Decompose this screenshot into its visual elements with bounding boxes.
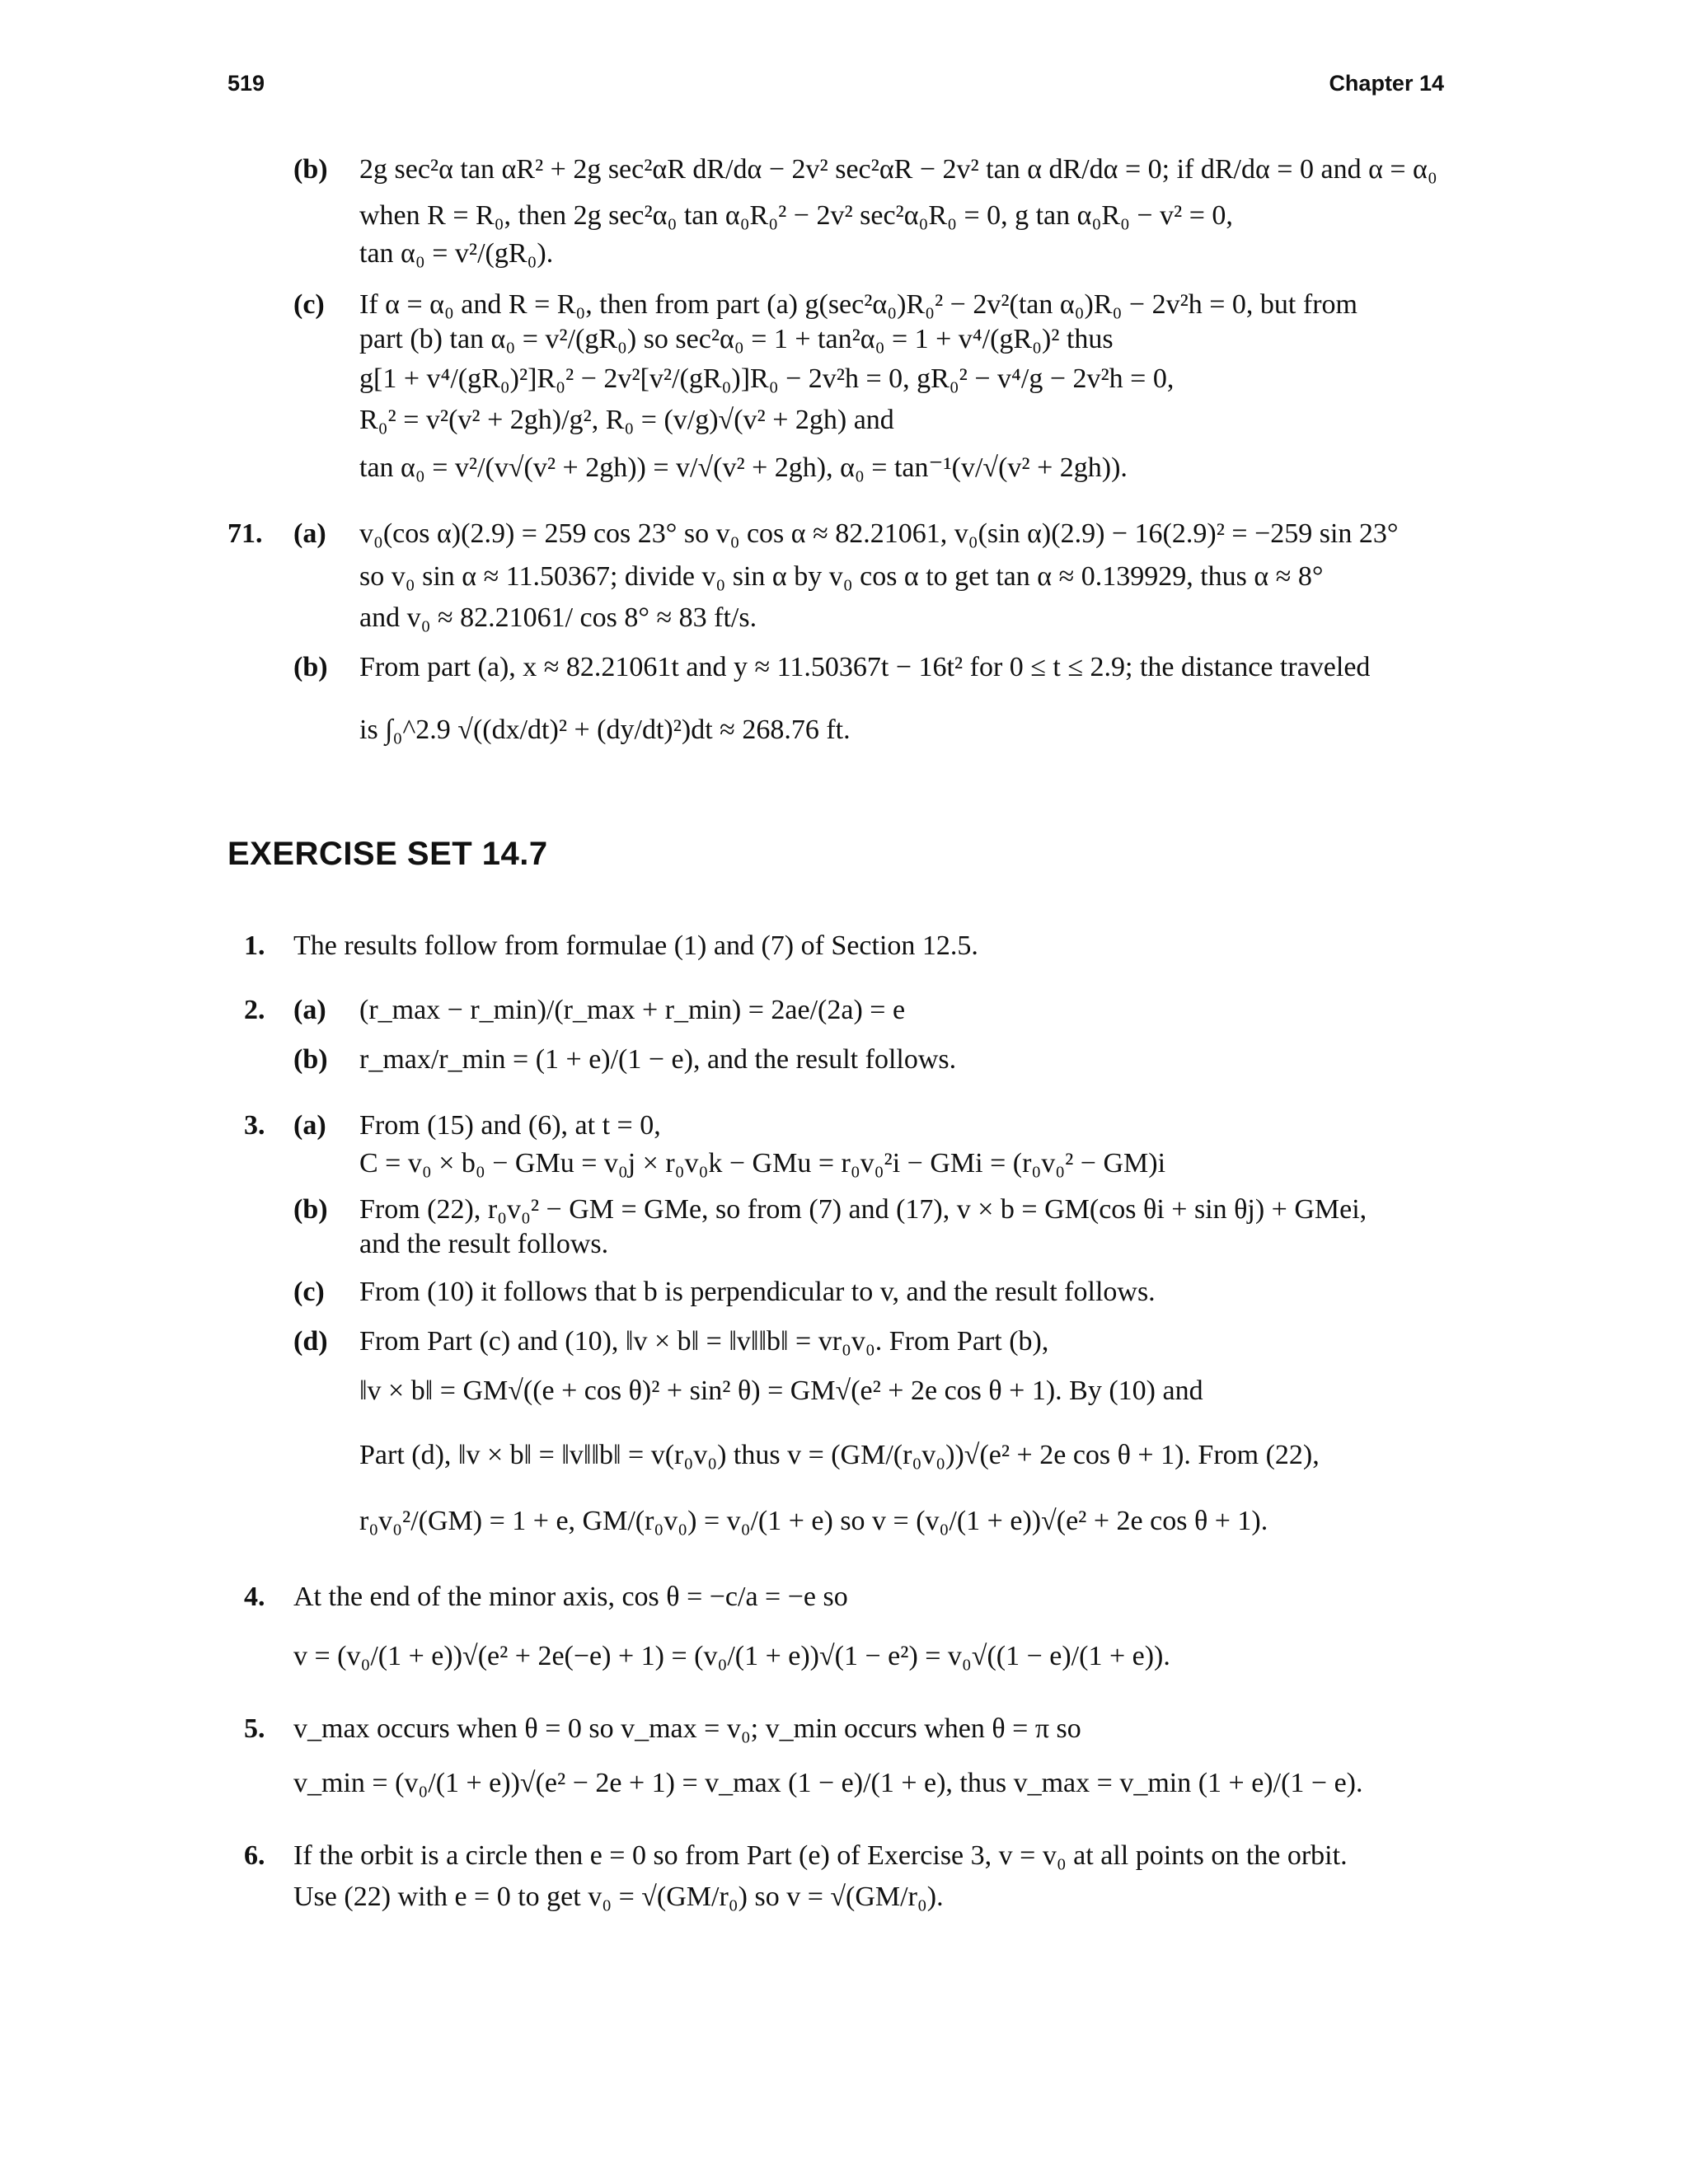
- problem-3-d-label: (d): [293, 1326, 328, 1357]
- prev-part-b-label: (b): [293, 154, 328, 185]
- prev-part-c-line-3: g[1 + v⁴/(gR₀)²]R₀² − 2v²[v²/(gR₀)]R₀ − 2v²h = 0, gR₀² − v⁴/g − 2v²h = 0,: [359, 363, 1175, 394]
- problem-4-number: 4.: [244, 1582, 265, 1612]
- problem-71-b-line-1: From part (a), x ≈ 82.21061t and y ≈ 11.50367t − 16t² for 0 ≤ t ≤ 2.9; the distance traveled: [359, 652, 1371, 682]
- problem-2-b-text: r_max/r_min = (1 + e)/(1 − e), and the result follows.: [359, 1044, 957, 1075]
- problem-3-d-line-2: ‖v × b‖ = GM√((e + cos θ)² + sin² θ) = GM√(e² + 2e cos θ + 1). By (10) and: [359, 1376, 1203, 1406]
- problem-71-number: 71.: [227, 518, 263, 549]
- prev-part-b-line-1: 2g sec²α tan αR² + 2g sec²αR dR/dα − 2v² sec²αR − 2v² tan α dR/dα = 0; if dR/dα = 0 and α = α₀: [359, 154, 1437, 185]
- problem-3-number: 3.: [244, 1110, 265, 1141]
- problem-5-line-2: v_min = (v₀/(1 + e))√(e² − 2e + 1) = v_max (1 − e)/(1 + e), thus v_max = v_min (1 + e)/(1 − e).: [293, 1768, 1363, 1798]
- problem-71-b-label: (b): [293, 652, 328, 682]
- problem-2-a-label: (a): [293, 995, 326, 1025]
- prev-part-b-line-3: tan α₀ = v²/(gR₀).: [359, 238, 554, 269]
- problem-3-d-line-3: Part (d), ‖v × b‖ = ‖v‖‖b‖ = v(r₀v₀) thus v = (GM/(r₀v₀))√(e² + 2e cos θ + 1). From (22),: [359, 1440, 1320, 1470]
- chapter-label: Chapter 14: [1329, 71, 1444, 96]
- problem-71-a-line-1: v₀(cos α)(2.9) = 259 cos 23° so v₀ cos α ≈ 82.21061, v₀(sin α)(2.9) − 16(2.9)² = −259 sin 23°: [359, 518, 1399, 549]
- problem-6-number: 6.: [244, 1840, 265, 1871]
- problem-71-a-label: (a): [293, 518, 326, 549]
- prev-part-c-line-2: part (b) tan α₀ = v²/(gR₀) so sec²α₀ = 1 + tan²α₀ = 1 + v⁴/(gR₀)² thus: [359, 324, 1114, 354]
- problem-1-text: The results follow from formulae (1) and (7) of Section 12.5.: [293, 930, 978, 961]
- problem-4-line-2: v = (v₀/(1 + e))√(e² + 2e(−e) + 1) = (v₀/(1 + e))√(1 − e²) = v₀√((1 − e)/(1 + e)).: [293, 1641, 1170, 1671]
- problem-71-a-line-2: so v₀ sin α ≈ 11.50367; divide v₀ sin α by v₀ cos α to get tan α ≈ 0.139929, thus α ≈ 8°: [359, 561, 1324, 592]
- prev-part-c-line-4: R₀² = v²(v² + 2gh)/g², R₀ = (v/g)√(v² + 2gh) and: [359, 405, 894, 435]
- prev-part-c-line-5: tan α₀ = v²/(v√(v² + 2gh)) = v/√(v² + 2gh), α₀ = tan⁻¹(v/√(v² + 2gh)).: [359, 452, 1128, 483]
- problem-71-a-line-3: and v₀ ≈ 82.21061/ cos 8° ≈ 83 ft/s.: [359, 602, 757, 633]
- section-heading: EXERCISE SET 14.7: [227, 836, 548, 872]
- problem-2-a-text: (r_max − r_min)/(r_max + r_min) = 2ae/(2a) = e: [359, 995, 906, 1025]
- problem-3-b-label: (b): [293, 1194, 328, 1225]
- problem-3-c-text: From (10) it follows that b is perpendicular to v, and the result follows.: [359, 1277, 1156, 1307]
- problem-5-line-1: v_max occurs when θ = 0 so v_max = v₀; v_min occurs when θ = π so: [293, 1713, 1081, 1744]
- problem-3-a-label: (a): [293, 1110, 326, 1141]
- problem-6-line-1: If the orbit is a circle then e = 0 so from Part (e) of Exercise 3, v = v₀ at all points on the orbit.: [293, 1840, 1348, 1871]
- prev-part-c-label: (c): [293, 289, 325, 320]
- problem-71-b-line-2: is ∫₀^2.9 √((dx/dt)² + (dy/dt)²)dt ≈ 268.76 ft.: [359, 715, 851, 745]
- problem-1-number: 1.: [244, 930, 265, 961]
- problem-2-b-label: (b): [293, 1044, 328, 1075]
- prev-part-b-line-2: when R = R₀, then 2g sec²α₀ tan α₀R₀² − 2v² sec²α₀R₀ = 0, g tan α₀R₀ − v² = 0,: [359, 200, 1233, 231]
- prev-part-c-line-1: If α = α₀ and R = R₀, then from part (a) g(sec²α₀)R₀² − 2v²(tan α₀)R₀ − 2v²h = 0, but from: [359, 289, 1357, 320]
- problem-3-d-line-4: r₀v₀²/(GM) = 1 + e, GM/(r₀v₀) = v₀/(1 + e) so v = (v₀/(1 + e))√(e² + 2e cos θ + 1).: [359, 1506, 1268, 1536]
- problem-3-a-line-2: C = v₀ × b₀ − GMu = v₀j × r₀v₀k − GMu = r₀v₀²i − GMi = (r₀v₀² − GM)i: [359, 1148, 1166, 1179]
- problem-5-number: 5.: [244, 1713, 265, 1744]
- problem-3-a-line-1: From (15) and (6), at t = 0,: [359, 1110, 661, 1141]
- problem-3-d-line-1: From Part (c) and (10), ‖v × b‖ = ‖v‖‖b‖ = vr₀v₀. From Part (b),: [359, 1326, 1049, 1357]
- problem-3-b-line-1: From (22), r₀v₀² − GM = GMe, so from (7) and (17), v × b = GM(cos θi + sin θj) + GMei,: [359, 1194, 1367, 1225]
- problem-3-c-label: (c): [293, 1277, 325, 1307]
- problem-4-line-1: At the end of the minor axis, cos θ = −c/a = −e so: [293, 1582, 848, 1612]
- problem-3-b-line-2: and the result follows.: [359, 1229, 609, 1259]
- page-number: 519: [227, 71, 265, 96]
- problem-2-number: 2.: [244, 995, 265, 1025]
- problem-6-line-2: Use (22) with e = 0 to get v₀ = √(GM/r₀) so v = √(GM/r₀).: [293, 1882, 944, 1912]
